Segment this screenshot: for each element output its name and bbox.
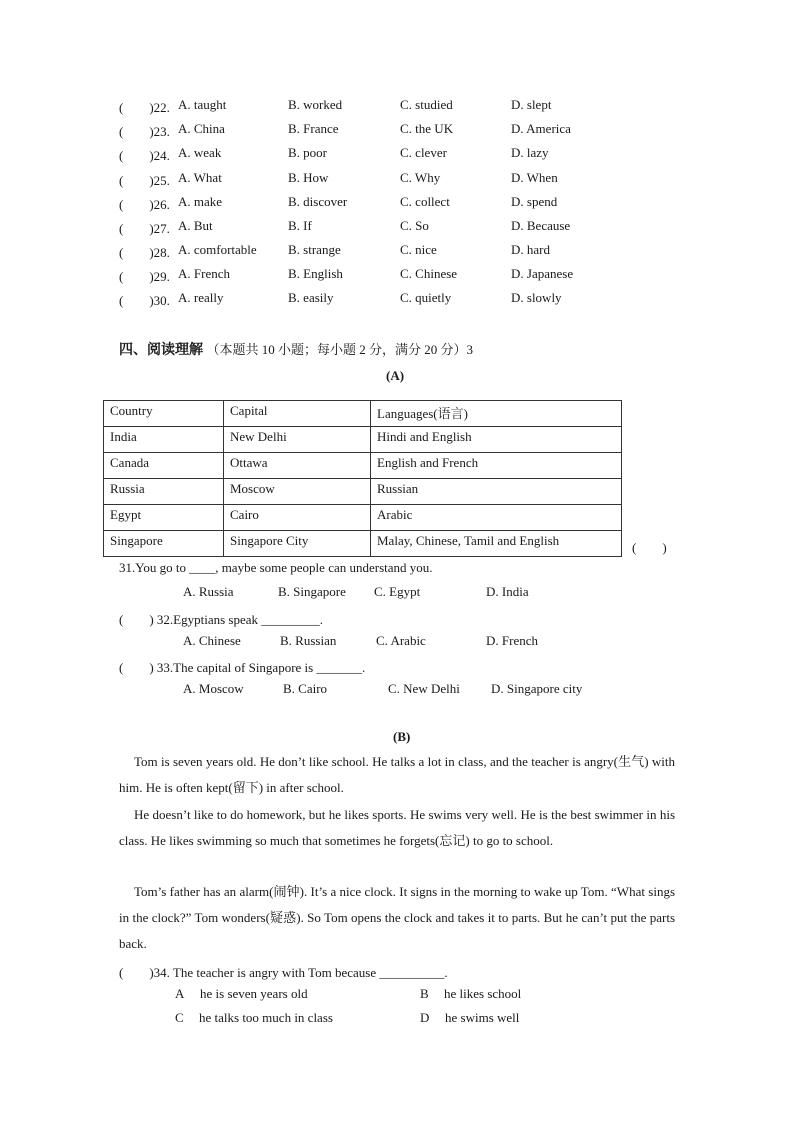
question-number: ( )29. bbox=[119, 269, 170, 284]
table-header-cell: Capital bbox=[224, 401, 371, 427]
question-number: ( )28. bbox=[119, 245, 170, 260]
option-b: B. Cairo bbox=[283, 681, 328, 696]
option-c: C. nice bbox=[400, 242, 437, 257]
question-row bbox=[0, 290, 794, 310]
question-number: ( )22. bbox=[119, 100, 170, 115]
question-row bbox=[0, 97, 794, 117]
option-a: A. What bbox=[178, 170, 222, 185]
option-letter: D bbox=[420, 1010, 430, 1025]
option-b: B. poor bbox=[288, 145, 327, 160]
section-heading bbox=[119, 339, 473, 359]
option-d: D. Japanese bbox=[511, 266, 574, 281]
passage-b-label: (B) bbox=[393, 729, 411, 744]
option-a: A. taught bbox=[178, 97, 227, 112]
option-d: D. slept bbox=[511, 97, 552, 112]
table-row bbox=[104, 505, 622, 531]
option-c: C. Egypt bbox=[374, 584, 421, 599]
table-row bbox=[104, 531, 622, 557]
table-cell: Egypt bbox=[104, 505, 224, 531]
option-c: C. quietly bbox=[400, 290, 452, 305]
option-a: A. Moscow bbox=[183, 681, 244, 696]
option-b: B. easily bbox=[288, 290, 334, 305]
option-b: B. worked bbox=[288, 97, 343, 112]
table-cell: New Delhi bbox=[224, 427, 371, 453]
table-cell: Russia bbox=[104, 479, 224, 505]
table-row bbox=[104, 453, 622, 479]
question-stem: ( )34. The teacher is angry with Tom because __________. bbox=[119, 965, 448, 980]
option-d: D. spend bbox=[511, 194, 558, 209]
passage-paragraph: Tom’s father has an alarm(闹钟). It’s a nice clock. It signs in the morning to wake up Tom. “What sings in the clock?” Tom wonders(疑惑). So Tom opens the clock and takes it to parts. But he can’t put the parts back. bbox=[119, 884, 675, 951]
answer-bracket: ( ) bbox=[632, 540, 667, 555]
option-b: B. Russian bbox=[280, 633, 337, 648]
option-text: he talks too much in class bbox=[199, 1010, 333, 1025]
options-row bbox=[0, 1010, 794, 1030]
option-c: C. So bbox=[400, 218, 429, 233]
options-row bbox=[0, 681, 794, 701]
question-number: ( )24. bbox=[119, 148, 170, 163]
table-cell: Russian bbox=[371, 479, 622, 505]
table-cell: English and French bbox=[371, 453, 622, 479]
option-text: he swims well bbox=[445, 1010, 520, 1025]
option-d: D. hard bbox=[511, 242, 550, 257]
option-a: A. comfortable bbox=[178, 242, 257, 257]
option-b: B. France bbox=[288, 121, 339, 136]
table-cell: Singapore City bbox=[224, 531, 371, 557]
table-cell: Ottawa bbox=[224, 453, 371, 479]
option-a: A. really bbox=[178, 290, 224, 305]
option-c: C. Arabic bbox=[376, 633, 426, 648]
question-row bbox=[0, 170, 794, 190]
table-cell: Moscow bbox=[224, 479, 371, 505]
option-a: A. make bbox=[178, 194, 223, 209]
table-header-row bbox=[104, 401, 622, 427]
options-row bbox=[0, 633, 794, 653]
option-b: B. strange bbox=[288, 242, 341, 257]
option-b: B. discover bbox=[288, 194, 348, 209]
question-number: ( )30. bbox=[119, 293, 170, 308]
passage-paragraph: Tom is seven years old. He don’t like school. He talks a lot in class, and the teacher is angry(生气) with him. He is often kept(留下) in after school. bbox=[119, 754, 675, 795]
option-text: he likes school bbox=[444, 986, 522, 1001]
table-cell: Malay, Chinese, Tamil and English bbox=[371, 531, 622, 557]
option-a: A. Chinese bbox=[183, 633, 241, 648]
table-cell: Hindi and English bbox=[371, 427, 622, 453]
option-b: B. If bbox=[288, 218, 312, 233]
table-cell: Arabic bbox=[371, 505, 622, 531]
option-b: B. Singapore bbox=[278, 584, 346, 599]
question-number: ( )25. bbox=[119, 173, 170, 188]
option-b: B. English bbox=[288, 266, 343, 281]
table-header-cell: Languages(语言) bbox=[371, 401, 622, 427]
option-letter: B bbox=[420, 986, 429, 1001]
question-stem: 31.You go to ____, maybe some people can understand you. bbox=[119, 560, 433, 575]
question-row bbox=[0, 145, 794, 165]
option-text: he is seven years old bbox=[200, 986, 308, 1001]
question-row bbox=[0, 242, 794, 262]
question-number: ( )27. bbox=[119, 221, 170, 236]
option-c: C. Why bbox=[400, 170, 441, 185]
option-d: D. slowly bbox=[511, 290, 562, 305]
option-a: A. But bbox=[178, 218, 213, 233]
option-c: C. studied bbox=[400, 97, 453, 112]
option-d: D. Singapore city bbox=[491, 681, 583, 696]
table-header-cell: Country bbox=[104, 401, 224, 427]
option-c: C. the UK bbox=[400, 121, 454, 136]
option-c: C. collect bbox=[400, 194, 450, 209]
option-d: D. America bbox=[511, 121, 571, 136]
option-c: C. clever bbox=[400, 145, 447, 160]
option-a: A. French bbox=[178, 266, 230, 281]
question-number: ( )26. bbox=[119, 197, 170, 212]
options-row bbox=[0, 584, 794, 604]
country-table bbox=[103, 400, 622, 557]
question-stem: ( ) 32.Egyptians speak _________. bbox=[119, 612, 324, 627]
question-row bbox=[0, 194, 794, 214]
table-row bbox=[104, 427, 622, 453]
option-d: D. India bbox=[486, 584, 529, 599]
option-letter: C bbox=[175, 1010, 184, 1025]
question-stem: ( ) 33.The capital of Singapore is _______. bbox=[119, 660, 366, 675]
passage-paragraph: He doesn’t like to do homework, but he likes sports. He swims very well. He is the best swimmer in his class. He likes swimming so much that sometimes he forgets(忘记) to go to school. bbox=[119, 807, 675, 848]
question-number: ( )23. bbox=[119, 124, 170, 139]
option-a: A. weak bbox=[178, 145, 222, 160]
table-cell: India bbox=[104, 427, 224, 453]
option-d: D. French bbox=[486, 633, 538, 648]
option-a: A. China bbox=[178, 121, 225, 136]
option-d: D. When bbox=[511, 170, 558, 185]
question-row bbox=[0, 121, 794, 141]
question-row bbox=[0, 266, 794, 286]
section-title: 四、阅读理解 bbox=[119, 343, 203, 358]
passage-a-label: (A) bbox=[386, 368, 405, 383]
section-note: （本题共 10 小题；每小题 2 分，满分 20 分）3 bbox=[206, 342, 474, 357]
table-cell: Singapore bbox=[104, 531, 224, 557]
option-letter: A bbox=[175, 986, 185, 1001]
table-cell: Canada bbox=[104, 453, 224, 479]
options-row bbox=[0, 986, 794, 1006]
option-b: B. How bbox=[288, 170, 329, 185]
question-row bbox=[0, 218, 794, 238]
option-c: C. Chinese bbox=[400, 266, 458, 281]
option-c: C. New Delhi bbox=[388, 681, 460, 696]
option-d: D. lazy bbox=[511, 145, 549, 160]
table-cell: Cairo bbox=[224, 505, 371, 531]
option-d: D. Because bbox=[511, 218, 571, 233]
table-row bbox=[104, 479, 622, 505]
option-a: A. Russia bbox=[183, 584, 234, 599]
